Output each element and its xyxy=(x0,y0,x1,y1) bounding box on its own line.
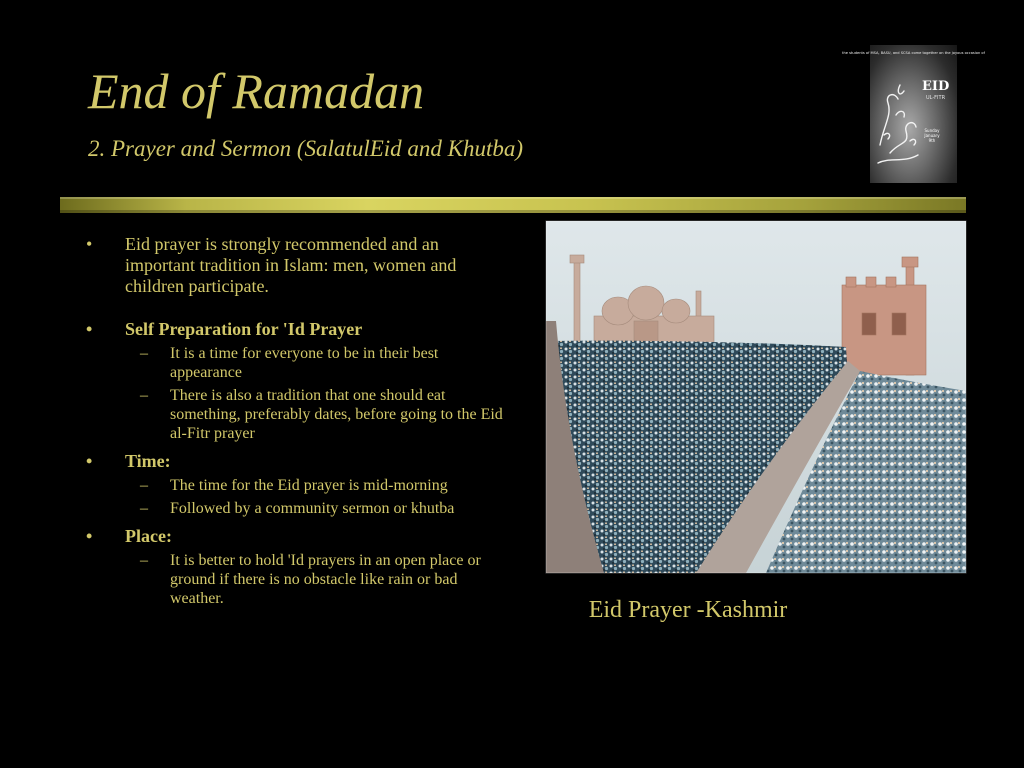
bullet-item xyxy=(86,451,506,472)
bullet-heading: Place: xyxy=(125,526,172,546)
poster-header-text: the students of MSA, BASU, and SCSA come together on the joyous occasion of xyxy=(842,51,985,55)
poster-date-line2: January xyxy=(924,133,940,138)
bullet-item xyxy=(86,526,506,547)
poster-ul-fitr-text: UL-FITR xyxy=(926,95,946,101)
sub-bullet-marker: – xyxy=(140,477,148,494)
bullet-list xyxy=(86,234,506,608)
sub-bullet-marker: – xyxy=(140,500,148,517)
mosque-crowd-photo xyxy=(546,221,966,573)
sub-bullet-marker: – xyxy=(140,345,148,362)
slide-title: End of Ramadan xyxy=(88,63,425,119)
sub-bullet-text: It is better to hold 'Id prayers in an open place or ground if there is no obstacle like rain or bad weather. xyxy=(170,552,481,607)
sub-bullet-item xyxy=(86,386,506,443)
eid-poster-image xyxy=(842,45,985,183)
bullet-item xyxy=(86,234,506,297)
poster-date-line1: Sunday xyxy=(924,128,940,133)
sub-bullet-text: The time for the Eid prayer is mid-morning xyxy=(170,477,448,494)
sub-bullet-item xyxy=(86,499,506,518)
sub-bullet-marker: – xyxy=(140,552,148,569)
bullet-heading: Time: xyxy=(125,451,171,471)
bullet-marker: • xyxy=(86,319,93,339)
bullet-marker: • xyxy=(86,526,93,546)
bullet-heading: Self Preparation for 'Id Prayer xyxy=(125,319,363,339)
calligraphy-icon xyxy=(878,85,918,163)
sub-bullet-text: There is also a tradition that one should eat something, preferably dates, before going to the Eid al-Fitr prayer xyxy=(170,387,503,442)
bullet-marker: • xyxy=(86,234,93,254)
sub-bullet-text: It is a time for everyone to be in their best appearance xyxy=(170,345,439,381)
bullet-item xyxy=(86,319,506,340)
sub-bullet-item xyxy=(86,476,506,495)
sub-bullet-item xyxy=(86,344,506,382)
sub-bullet-marker: – xyxy=(140,387,148,404)
title-divider-bar xyxy=(60,197,966,213)
poster-date-line3: 9th xyxy=(928,138,936,143)
photo-caption: Eid Prayer -Kashmir xyxy=(588,597,788,623)
bullet-marker: • xyxy=(86,451,93,471)
sub-bullet-text: Followed by a community sermon or khutba xyxy=(170,500,455,517)
slide-subtitle: 2. Prayer and Sermon (SalatulEid and Khutba) xyxy=(88,136,524,161)
sub-bullet-item xyxy=(86,551,506,608)
bullet-text: Eid prayer is strongly recommended and an important tradition in Islam: men, women and children participate. xyxy=(125,234,457,296)
poster-eid-text: EID xyxy=(922,79,950,94)
